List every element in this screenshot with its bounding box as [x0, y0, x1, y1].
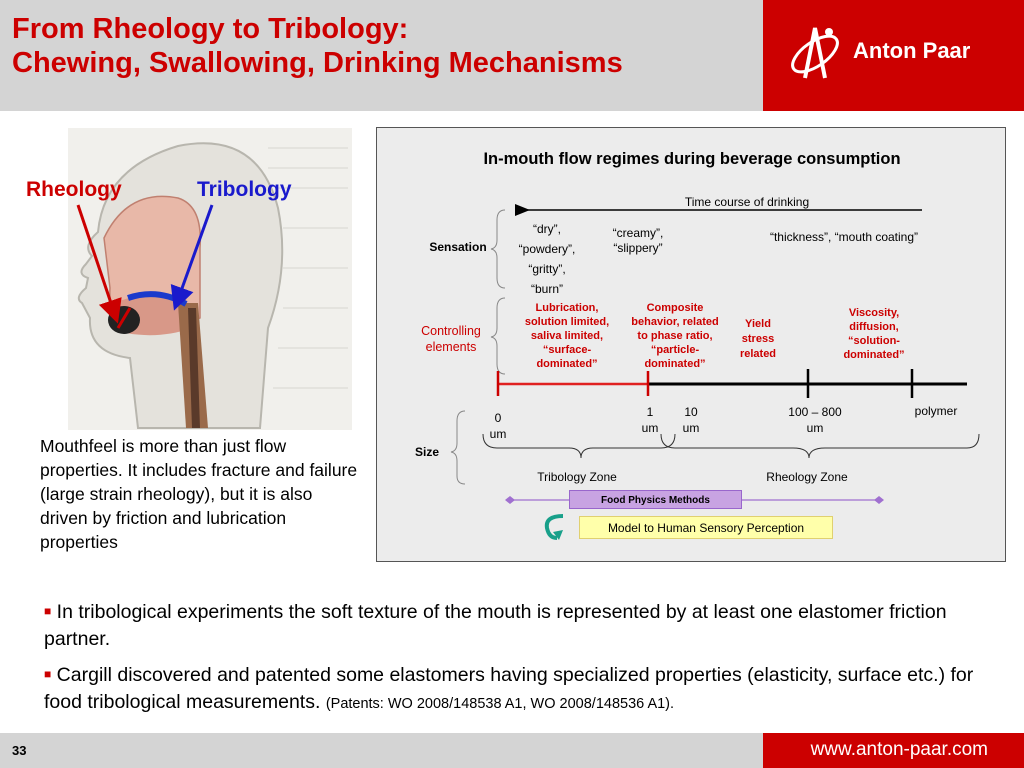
control-surface: Lubrication, solution limited, saliva limited, “surface- dominated” [524, 302, 610, 370]
tribology-arrow [176, 205, 212, 305]
sensation-label: Sensation [429, 240, 487, 254]
tribology-label: Tribology [197, 178, 292, 201]
size-0: 0 um [489, 411, 507, 441]
rheology-label: Rheology [26, 178, 122, 201]
food-physics-methods: Food Physics Methods [569, 490, 742, 509]
sensation-dry: “dry”, “powdery”, “gritty”, “burn” [518, 222, 576, 296]
size-10: 10 um [682, 405, 700, 435]
diagram-title: In-mouth flow regimes during beverage consumption [483, 150, 901, 168]
brand-name: Anton Paar [853, 38, 971, 63]
size-polymer: polymer [914, 404, 958, 418]
brand-panel [763, 0, 1024, 111]
patents-note: (Patents: WO 2008/148538 A1, WO 2008/148536 A1). [325, 696, 675, 712]
rheology-arrow [78, 205, 116, 318]
mouthfeel-text: Mouthfeel is more than just flow properties. It includes fracture and failure (large strain rheology), but it is also driven by friction and lubrication properties [40, 436, 358, 552]
footer-bar [0, 733, 763, 768]
anton-paar-logo-icon [783, 18, 847, 88]
website-url[interactable]: www.anton-paar.com [810, 739, 988, 760]
control-solution: Viscosity, diffusion, “solution- dominated” [843, 307, 905, 361]
bullet-square-icon: ■ [44, 667, 52, 681]
time-course-label: Time course of drinking [684, 195, 810, 209]
title-line-1: From Rheology to Tribology: [12, 13, 409, 45]
size-1: 1 um [641, 405, 659, 435]
rheology-zone: Rheology Zone [766, 470, 848, 484]
bullet-item: ■ Cargill discovered and patented some elastomers having specialized properties (elasticity, surface etc.) for food tribological measurements. (Patents: WO 2008/148538 A1, WO 2008/148536 A1). [44, 664, 974, 713]
title-line-2: Chewing, Swallowing, Drinking Mechanisms [12, 47, 623, 79]
page-number: 33 [12, 743, 27, 758]
size-100-800: 100 – 800 um [788, 405, 842, 435]
control-particle: Composite behavior, related to phase ratio, “particle- dominated” [631, 302, 719, 370]
size-label: Size [414, 445, 439, 459]
sensation-creamy: “creamy”, “slippery” [612, 226, 664, 255]
tribology-zone: Tribology Zone [537, 470, 617, 484]
bullet-list [44, 598, 994, 726]
bullet-item: ■ In tribological experiments the soft texture of the mouth is represented by at least one elastomer friction partner. [44, 601, 947, 650]
footer-brand-panel [763, 733, 1024, 768]
controlling-label: Controlling elements [421, 324, 481, 354]
bullet-square-icon: ■ [44, 604, 52, 618]
flow-regimes-diagram [376, 127, 1006, 562]
model-sensory-perception: Model to Human Sensory Perception [579, 516, 833, 539]
sensation-thickness: “thickness”, “mouth coating” [769, 230, 919, 244]
pointer-arrows [0, 0, 380, 340]
control-yield: Yield stress related [739, 318, 777, 360]
